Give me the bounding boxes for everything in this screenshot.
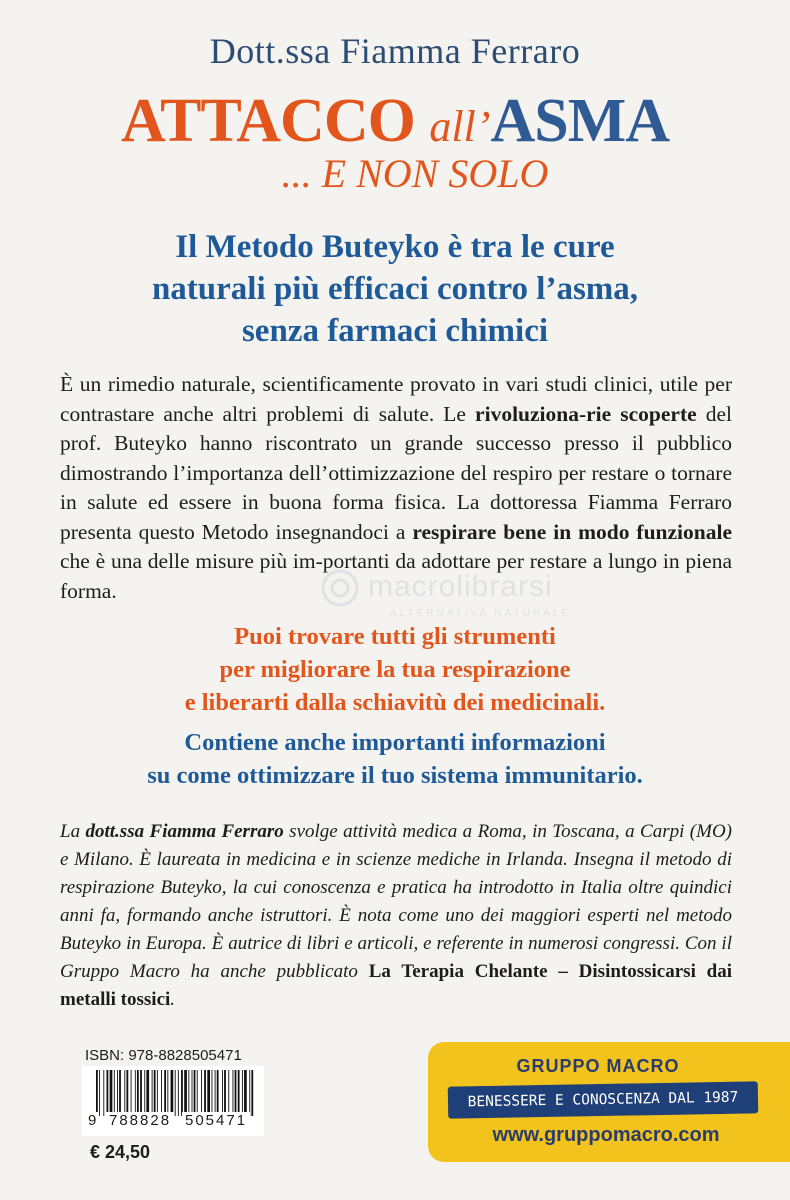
barcode-bar [212, 1070, 213, 1116]
barcode-bar [144, 1070, 145, 1116]
barcode-bar [99, 1070, 100, 1116]
author-bio [60, 818, 732, 1014]
barcode-bar [242, 1070, 243, 1116]
barcode-bar [207, 1070, 210, 1116]
callout-orange [40, 620, 750, 719]
bio-text-2: svolge attività medica a Roma, in Toscana, a Carpi (MO) e Milano. È laureata in medicina e in scienze mediche in Irlanda. Insegna il metodo di respirazione Buteyko, la cui conoscenza e pratica ha introdotto in Italia oltre quindici anni fa, formando anche istruttori. È nota come uno dei maggiori esperti nel metodo Buteyko in Europa. È autrice di libri e articoli, e referente in numerosi congressi. Con il Gruppo Macro ha anche pubblicato [60, 821, 732, 982]
description-bold-2: respirare bene in modo funzionale [412, 519, 732, 544]
bio-author-name: dott.ssa Fiamma Ferraro [85, 821, 284, 842]
bio-text-3: . [170, 989, 176, 1010]
description-bold-1: rivoluziona-rie scoperte [475, 401, 697, 426]
barcode-bar [244, 1070, 247, 1116]
barcode-bar [152, 1070, 153, 1116]
headline-line-2: naturali più efficaci contro l’asma, [151, 271, 639, 307]
publisher-panel [428, 1042, 790, 1162]
barcode-bar [181, 1070, 183, 1116]
barcode-bar [164, 1070, 166, 1116]
barcode-bar [131, 1070, 132, 1116]
barcode-bar [233, 1070, 234, 1116]
watermark-logo-icon [320, 568, 360, 608]
description-text-3: che è una delle misure più im-portanti da adottare per restare a lungo in piena forma. [60, 549, 732, 603]
book-title [0, 86, 790, 157]
price: € 24,50 [90, 1142, 151, 1162]
barcode-bar [217, 1070, 219, 1116]
author-name: Dott.ssa Fiamma Ferraro [209, 31, 581, 71]
barcode-bar [228, 1070, 229, 1116]
barcode-bar [188, 1070, 189, 1116]
barcode-bar [126, 1070, 128, 1116]
barcode-bar [135, 1070, 136, 1116]
callout-orange-line-1: Puoi trovare tutti gli strumenti [234, 623, 556, 650]
headline [40, 226, 750, 352]
isbn-label: ISBN: 978-8828505471 [85, 1047, 242, 1064]
barcode-bar [192, 1070, 193, 1116]
barcode-bar [249, 1070, 250, 1116]
barcode-digit-first: 9 [88, 1112, 97, 1129]
barcode-bar [110, 1070, 113, 1116]
barcode-bar [161, 1070, 162, 1116]
barcode-bar [96, 1070, 98, 1116]
barcode-digits-right: 505471 [182, 1112, 250, 1129]
barcode-bar [157, 1070, 158, 1116]
barcode-bar [222, 1070, 223, 1116]
callout-orange-line-3: e liberarti dalla schiavitù dei medicinali. [184, 689, 606, 716]
title-all: all’ [429, 102, 491, 151]
barcode-bar [251, 1070, 253, 1116]
barcode-bar [124, 1070, 125, 1116]
callout-blue [40, 726, 750, 792]
description-text-1: È un rimedio naturale, scientificamente provato in vari studi clinici, utile per contrastare anche altri problemi di salute. Le [60, 372, 732, 426]
description-text-2: del prof. Buteyko hanno riscontrato un grande successo presso il pubblico dimostrando l’importanza dell’ottimizzazione del respiro per restare o tornare in salute ed essere in buona forma fisica. La dottoressa Fiamma Ferraro presenta questo Metodo insegnandoci a [60, 401, 732, 544]
watermark-tagline: ALTERNATIVA NATURALE [390, 608, 571, 619]
barcode-bar [224, 1070, 226, 1116]
publisher-url[interactable]: www.gruppomacro.com [492, 1124, 720, 1146]
barcode-bar [103, 1070, 104, 1116]
barcode-bar [204, 1070, 206, 1116]
title-attacco: ATTACCO [121, 87, 415, 155]
publisher-name: GRUPPO MACRO [516, 1056, 680, 1076]
barcode-bar [178, 1070, 179, 1116]
barcode-bar [119, 1070, 121, 1116]
barcode-bar [140, 1070, 142, 1116]
barcode-bar [235, 1070, 237, 1116]
bio-text-1: La [60, 821, 86, 842]
callout-blue-line-1: Contiene anche importanti informazioni [184, 729, 606, 756]
barcode-bar [137, 1070, 139, 1116]
book-subtitle: ... E NON SOLO [281, 151, 549, 196]
publisher-slogan: BENESSERE E CONOSCENZA DAL 1987 [448, 1081, 759, 1118]
barcode-bar [167, 1070, 168, 1116]
barcode-bar [184, 1070, 187, 1116]
barcode-bar [175, 1070, 176, 1116]
barcode-bar [171, 1070, 174, 1116]
barcode-bar [114, 1070, 115, 1116]
barcode-bar [201, 1070, 202, 1116]
barcode-digits-left: 788828 [106, 1112, 174, 1129]
barcode-bar [194, 1070, 196, 1116]
barcode-bar [238, 1070, 240, 1116]
barcode-bar [146, 1070, 149, 1116]
watermark-name: macrolibrarsi [368, 570, 553, 603]
title-asma: ASMA [490, 87, 669, 155]
callout-blue-line-2: su come ottimizzare il tuo sistema immunitario. [147, 762, 643, 789]
callout-orange-line-2: per migliorare la tua respirazione [219, 656, 571, 683]
barcode-bar [117, 1070, 118, 1116]
barcode-bar [107, 1070, 109, 1116]
bio-other-book-title: La Terapia Chelante – Disintossicarsi dai metalli tossici [60, 961, 732, 1010]
barcode-bar [197, 1070, 198, 1116]
barcode-digits [82, 1112, 264, 1134]
headline-line-1: Il Metodo Buteyko è tra le cure [175, 229, 615, 265]
barcode-bar [154, 1070, 156, 1116]
headline-line-3: senza farmaci chimici [241, 313, 549, 349]
barcode-bar [215, 1070, 216, 1116]
